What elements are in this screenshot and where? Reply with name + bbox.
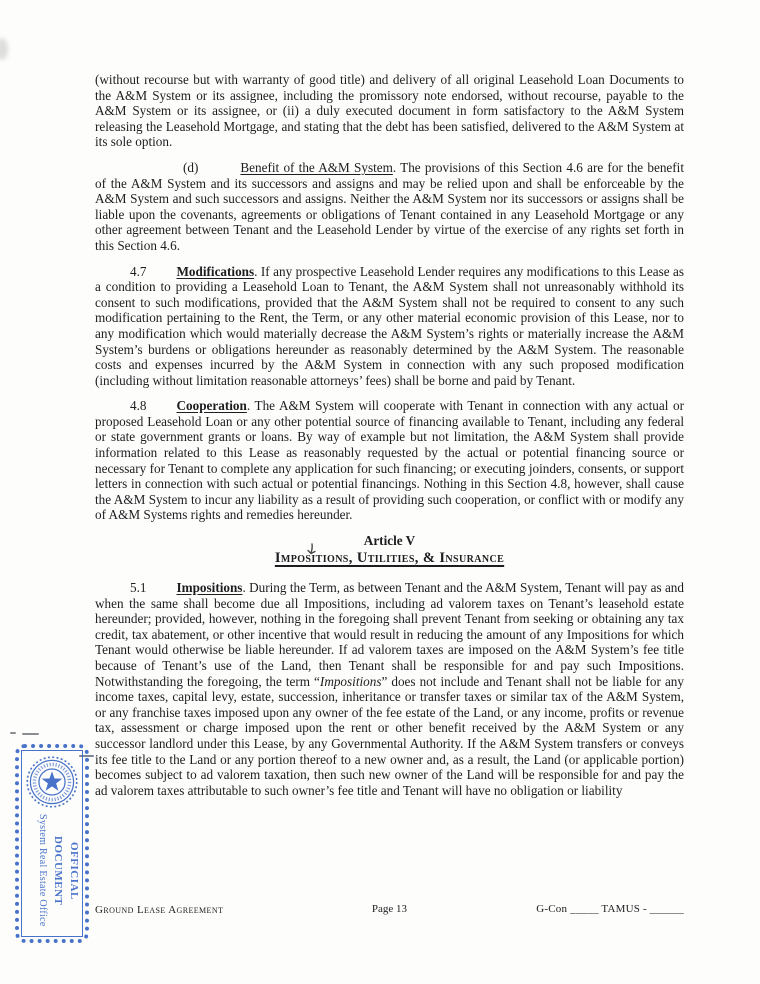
page-footer bbox=[95, 903, 684, 921]
section-text: The A&M System will cooperate with Tenant in connection with any actual or proposed Leasehold Loan or any other potential source of financing available to Tenant, including any federal or state government grants or loans. By way of example but not limitation, the A&M System shall provide information related to this Lease as reasonably requested by the actual or potential financing source or necessary for Tenant to complete any application for such financing; or executing joinders, consents, or support letters in connection with such actual or potential financings. Nothing in this Section 4.8, however, shall cause the A&M System to incur any liability as a result of providing such cooperation, or conflict with or modify any of A&M Systems rights and remedies hereunder. bbox=[95, 398, 684, 523]
stamp-official-document-label: OFFICIAL DOCUMENT bbox=[52, 835, 80, 906]
section-text-after-term: ” does not include and Tenant shall not be liable for any income taxes, capital levy, estate, succession, inheritance or transfer taxes or similar tax of the A&M System, or any franchise taxes imposed upon any owner of the fee estate of the Land, or any income, profits or revenue tax, assessment or charge imposed upon the rent or other benefit received by the A&M System or any successor landlord under this Lease, by any Governmental Authority. If the A&M System transfers or conveys its fee title to the Land or any portion thereof to a new owner and, as a result, the Land (or applicable portion) becomes subject to ad valorem taxation, then such new owner of the Land will be responsible for and pay the ad valorem taxes attributable to such owner’s fee title and Tenant will have no obligation or liability bbox=[95, 673, 684, 798]
section-title: Cooperation bbox=[176, 398, 247, 414]
subsection-text: The provisions of this Section 4.6 are for the benefit of the A&M System and its successors and assigns and may be relied upon and shall be enforceable by the A&M System and such successors and assigns. Neither the A&M System nor its successors or assigns shall be liable upon the covenants, agreements or obligations of Tenant contained in any Leasehold Mortgage or any other agreement between Tenant and the Leasehold Lender by virtue of the exercise of any rights set forth in this Section 4.6. bbox=[95, 159, 684, 253]
scan-dash-mark bbox=[10, 732, 16, 734]
scan-dash-mark bbox=[22, 733, 39, 735]
section-number: 5.1 bbox=[130, 580, 147, 596]
article-heading bbox=[95, 533, 684, 566]
scan-smudge bbox=[0, 38, 8, 60]
subsection-title: Benefit of the A&M System bbox=[240, 159, 393, 175]
paragraph-continuation bbox=[95, 72, 684, 150]
section-5-1 bbox=[95, 580, 684, 798]
title-period: . bbox=[242, 580, 246, 596]
section-number: 4.7 bbox=[130, 263, 147, 279]
footer-document-title: Ground Lease Agreement bbox=[95, 904, 224, 916]
stamp-text-block bbox=[22, 809, 82, 936]
university-system-seal-icon bbox=[25, 755, 79, 809]
subsection-number: (d) bbox=[183, 159, 199, 175]
article-subtitle: Impositions, Utilities, & Insurance bbox=[274, 549, 505, 566]
section-title: Impositions bbox=[176, 580, 243, 596]
handwritten-pen-mark bbox=[306, 543, 318, 557]
section-title: Modifications bbox=[176, 263, 255, 279]
title-period: . bbox=[392, 159, 397, 175]
stamp-inner-border bbox=[21, 750, 83, 937]
page-number: Page 13 bbox=[371, 903, 408, 915]
star-icon bbox=[42, 771, 63, 791]
section-text: If any prospective Leasehold Lender requires any modifications to this Lease as a condition to providing a Leasehold Loan to Tenant, the A&M System shall not unreasonably withhold its consent to such modifications, provided that the A&M System shall not be required to consent to any such modification pertaining to the Rent, the Term, or any other material economic provision of this Lease, nor to any modification which would materially decrease the A&M System’s rights or materially increase the A&M System’s burdens or obligations hereunder as reasonably determined by the A&M System. The reasonable costs and expenses incurred by the A&M System in connection with any such proposed modification (including without limitation reasonable attorneys’ fees) shall be borne and paid by Tenant. bbox=[95, 263, 684, 388]
paragraph-text: (without recourse but with warranty of good title) and delivery of all original Leasehold Loan Documents to the A&M System or its assignee, including the promissory note endorsed, without recourse, payable to the A&M System or its assignee, or (ii) a duly executed document in form satisfactory to the A&M System releasing the Leasehold Mortgage, and stating that the debt has been satisfied, delivered to the A&M System at its sole option. bbox=[95, 72, 684, 150]
section-text-before-term: During the Term, as between Tenant and the A&M System, Tenant will pay as and when the same shall become due all Impositions, including ad valorem taxes on Tenant’s leasehold estate hereunder; provided, however, nothing in the foregoing shall prevent Tenant from seeking or obtaining any tax credit, tax abatement, or other incentive that would result in reducing the amount of any Impositions for which Tenant would otherwise be liable hereunder. If ad valorem taxes are imposed on the A&M System’s fee title because of Tenant’s use of the Land, then Tenant shall be responsible for and pay such Impositions. Notwithstanding the foregoing, the term “ bbox=[95, 580, 684, 689]
footer-contract-reference: G-Con _____ TAMUS - ______ bbox=[536, 903, 684, 915]
stamp-office-label: System Real Estate Office bbox=[37, 814, 48, 927]
stamp-scalloped-border bbox=[15, 744, 89, 943]
section-4-7 bbox=[95, 264, 684, 389]
defined-term: Impositions bbox=[319, 673, 382, 689]
title-period: . bbox=[254, 263, 258, 279]
official-document-stamp bbox=[15, 744, 89, 943]
page-body bbox=[95, 72, 684, 808]
section-number: 4.8 bbox=[130, 398, 147, 414]
subsection-d bbox=[95, 160, 684, 254]
section-4-8 bbox=[95, 398, 684, 523]
title-period: . bbox=[246, 398, 251, 414]
article-title: Article V bbox=[363, 533, 416, 549]
